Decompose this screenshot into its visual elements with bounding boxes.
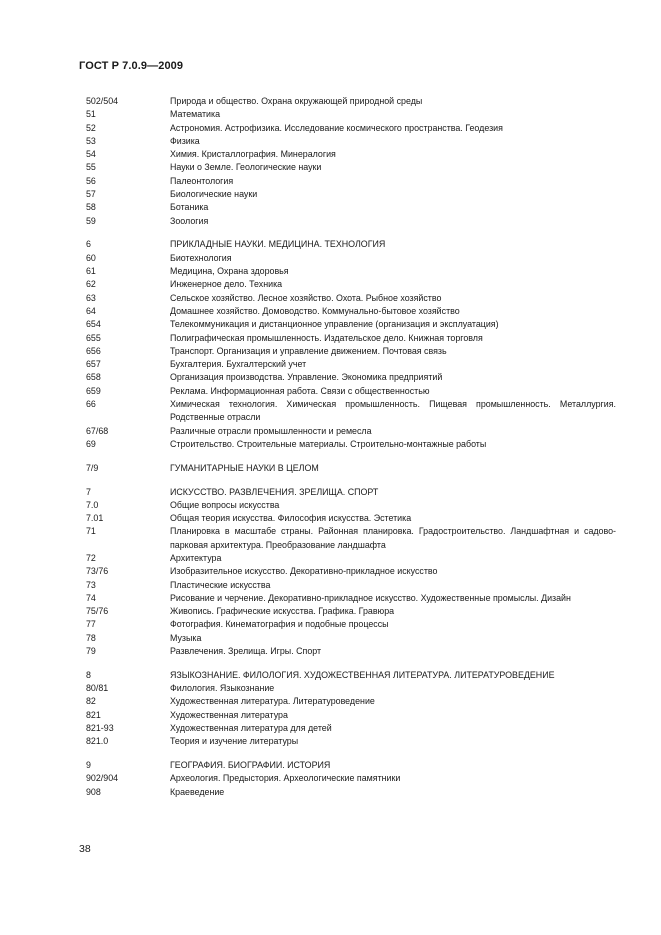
udc-code: 80/81 [86, 683, 109, 694]
udc-entry [86, 278, 616, 291]
udc-description: Пластические искусства [170, 579, 271, 590]
udc-entry [86, 358, 616, 371]
udc-description: Физика [170, 135, 200, 146]
udc-description: ГУМАНИТАРНЫЕ НАУКИ В ЦЕЛОМ [170, 462, 319, 473]
udc-description: Реклама. Информационная работа. Связи с общественностью [170, 385, 430, 396]
udc-description: Общая теория искусства. Философия искусства. Эстетика [170, 513, 412, 524]
udc-code: 656 [86, 345, 101, 356]
udc-code: 73/76 [86, 566, 109, 577]
udc-code: 659 [86, 385, 101, 396]
udc-description: ЯЗЫКОЗНАНИЕ. ФИЛОЛОГИЯ. ХУДОЖЕСТВЕННАЯ ЛИТЕРАТУРА. ЛИТЕРАТУРОВЕДЕНИЕ [170, 669, 555, 680]
udc-code: 655 [86, 332, 101, 343]
udc-group [86, 486, 616, 659]
udc-entry [86, 592, 616, 605]
udc-entry [86, 318, 616, 331]
udc-description: ГЕОГРАФИЯ. БИОГРАФИИ. ИСТОРИЯ [170, 760, 331, 771]
udc-entry [86, 645, 616, 658]
document-header: ГОСТ Р 7.0.9—2009 [79, 60, 184, 72]
udc-code: 7 [86, 486, 91, 497]
udc-entry [86, 618, 616, 631]
udc-entry [86, 332, 616, 345]
udc-description: Археология. Предыстория. Археологические памятники [170, 773, 401, 784]
udc-entry [86, 108, 616, 121]
udc-entry [86, 722, 616, 735]
udc-code: 62 [86, 279, 96, 290]
udc-description: Художественная литература для детей [170, 723, 332, 734]
udc-description: Художественная литература [170, 709, 288, 720]
udc-entry [86, 759, 616, 772]
udc-code: 67/68 [86, 425, 109, 436]
udc-code: 74 [86, 592, 96, 603]
udc-entry [86, 565, 616, 578]
udc-description: Транспорт. Организация и управление движением. Почтовая связь [170, 345, 447, 356]
udc-entry [86, 682, 616, 695]
udc-code: 908 [86, 786, 101, 797]
udc-code: 9 [86, 760, 91, 771]
udc-code: 902/904 [86, 773, 119, 784]
udc-code: 79 [86, 646, 96, 657]
udc-code: 658 [86, 372, 101, 383]
udc-description: Инженерное дело. Техника [170, 279, 283, 290]
udc-description: Биотехнология [170, 252, 232, 263]
udc-code: 55 [86, 162, 96, 173]
udc-entry [86, 385, 616, 398]
udc-description: ИСКУССТВО. РАЗВЛЕЧЕНИЯ. ЗРЕЛИЩА. СПОРТ [170, 486, 379, 497]
udc-entry [86, 201, 616, 214]
udc-code: 71 [86, 526, 96, 537]
udc-entry [86, 95, 616, 108]
udc-description: Планировка в масштабе страны. Районная планировка. Градостроительство. Ландшафтная и садово-парковая архитектура. Преобразование ландшафта [170, 526, 616, 550]
udc-code: 51 [86, 109, 96, 120]
udc-code: 821.0 [86, 736, 109, 747]
udc-code: 63 [86, 292, 96, 303]
udc-description: Астрономия. Астрофизика. Исследование космического пространства. Геодезия [170, 122, 503, 133]
udc-entry [86, 122, 616, 135]
udc-classification-list [86, 95, 616, 810]
udc-group [86, 462, 616, 475]
udc-entry [86, 371, 616, 384]
udc-description: Домашнее хозяйство. Домоводство. Коммунально-бытовое хозяйство [170, 305, 460, 316]
udc-code: 6 [86, 239, 91, 250]
udc-entry [86, 161, 616, 174]
udc-code: 75/76 [86, 606, 109, 617]
udc-description: Ботаника [170, 202, 209, 213]
udc-description: Палеонтология [170, 175, 234, 186]
udc-entry [86, 305, 616, 318]
udc-code: 52 [86, 122, 96, 133]
udc-description: Филология. Языкознание [170, 683, 275, 694]
udc-group [86, 759, 616, 799]
udc-entry [86, 175, 616, 188]
udc-entry [86, 709, 616, 722]
udc-entry [86, 579, 616, 592]
udc-group [86, 238, 616, 451]
udc-description: Фотография. Кинематография и подобные процессы [170, 619, 389, 630]
udc-code: 57 [86, 189, 96, 200]
udc-description: Различные отрасли промышленности и ремесла [170, 425, 372, 436]
udc-entry [86, 552, 616, 565]
udc-entry [86, 695, 616, 708]
udc-entry [86, 188, 616, 201]
udc-description: Теория и изучение литературы [170, 736, 299, 747]
udc-entry [86, 265, 616, 278]
udc-entry [86, 512, 616, 525]
udc-entry [86, 148, 616, 161]
udc-entry [86, 486, 616, 499]
udc-entry [86, 462, 616, 475]
udc-code: 654 [86, 319, 101, 330]
udc-description: Биологические науки [170, 189, 258, 200]
udc-description: Телекоммуникация и дистанционное управление (организация и эксплуатация) [170, 319, 499, 330]
udc-entry [86, 735, 616, 748]
udc-code: 60 [86, 252, 96, 263]
udc-description: Развлечения. Зрелища. Игры. Спорт [170, 646, 322, 657]
page-number: 38 [79, 843, 91, 855]
udc-code: 66 [86, 399, 96, 410]
udc-entry [86, 499, 616, 512]
udc-group [86, 95, 616, 228]
udc-entry [86, 669, 616, 682]
udc-code: 821-93 [86, 723, 114, 734]
udc-description: Изобразительное искусство. Декоративно-прикладное искусство [170, 566, 438, 577]
udc-entry [86, 632, 616, 645]
udc-description: Природа и общество. Охрана окружающей природной среды [170, 96, 423, 106]
udc-entry [86, 238, 616, 251]
udc-entry [86, 438, 616, 451]
udc-code: 821 [86, 709, 101, 720]
udc-description: Медицина, Охрана здоровья [170, 266, 289, 277]
udc-description: Полиграфическая промышленность. Издательское дело. Книжная торговля [170, 332, 483, 343]
udc-entry [86, 605, 616, 618]
udc-description: Науки о Земле. Геологические науки [170, 162, 322, 173]
udc-code: 82 [86, 696, 96, 707]
udc-group [86, 669, 616, 749]
udc-code: 73 [86, 579, 96, 590]
udc-code: 53 [86, 135, 96, 146]
udc-entry [86, 252, 616, 265]
udc-description: Организация производства. Управление. Экономика предприятий [170, 372, 443, 383]
udc-description: Химия. Кристаллография. Минералогия [170, 149, 336, 160]
udc-description: Архитектура [170, 553, 222, 563]
udc-description: Краеведение [170, 786, 225, 797]
udc-code: 657 [86, 359, 101, 370]
udc-code: 59 [86, 215, 96, 226]
udc-code: 58 [86, 202, 96, 213]
udc-code: 7.0 [86, 499, 99, 510]
udc-description: Рисование и черчение. Декоративно-прикладное искусство. Художественные промыслы. Дизайн [170, 592, 571, 603]
udc-code: 54 [86, 149, 96, 160]
udc-entry [86, 425, 616, 438]
udc-code: 7/9 [86, 462, 99, 473]
udc-code: 56 [86, 175, 96, 186]
udc-entry [86, 135, 616, 148]
udc-code: 69 [86, 438, 96, 449]
udc-entry [86, 772, 616, 785]
udc-description: Художественная литература. Литературоведение [170, 696, 375, 707]
udc-description: Химическая технология. Химическая промышленность. Пищевая промышленность. Металлургия. Родственные отрасли [170, 399, 616, 423]
udc-description: ПРИКЛАДНЫЕ НАУКИ. МЕДИЦИНА. ТЕХНОЛОГИЯ [170, 239, 386, 250]
udc-description: Математика [170, 109, 221, 120]
udc-entry [86, 398, 616, 425]
udc-entry [86, 292, 616, 305]
udc-code: 61 [86, 266, 96, 277]
udc-code: 7.01 [86, 513, 104, 524]
udc-code: 502/504 [86, 96, 119, 106]
udc-description: Музыка [170, 632, 202, 643]
udc-code: 77 [86, 619, 96, 630]
udc-code: 78 [86, 632, 96, 643]
udc-description: Бухгалтерия. Бухгалтерский учет [170, 359, 307, 370]
udc-entry [86, 345, 616, 358]
udc-description: Живопись. Графические искусства. Графика. Гравюра [170, 606, 395, 617]
udc-entry [86, 786, 616, 799]
udc-description: Зоология [170, 215, 209, 226]
udc-code: 64 [86, 305, 96, 316]
udc-description: Сельское хозяйство. Лесное хозяйство. Охота. Рыбное хозяйство [170, 292, 442, 303]
udc-code: 8 [86, 669, 91, 680]
udc-entry [86, 525, 616, 552]
udc-description: Общие вопросы искусства [170, 499, 280, 510]
udc-code: 72 [86, 553, 96, 563]
udc-description: Строительство. Строительные материалы. Строительно-монтажные работы [170, 438, 487, 449]
udc-entry [86, 215, 616, 228]
